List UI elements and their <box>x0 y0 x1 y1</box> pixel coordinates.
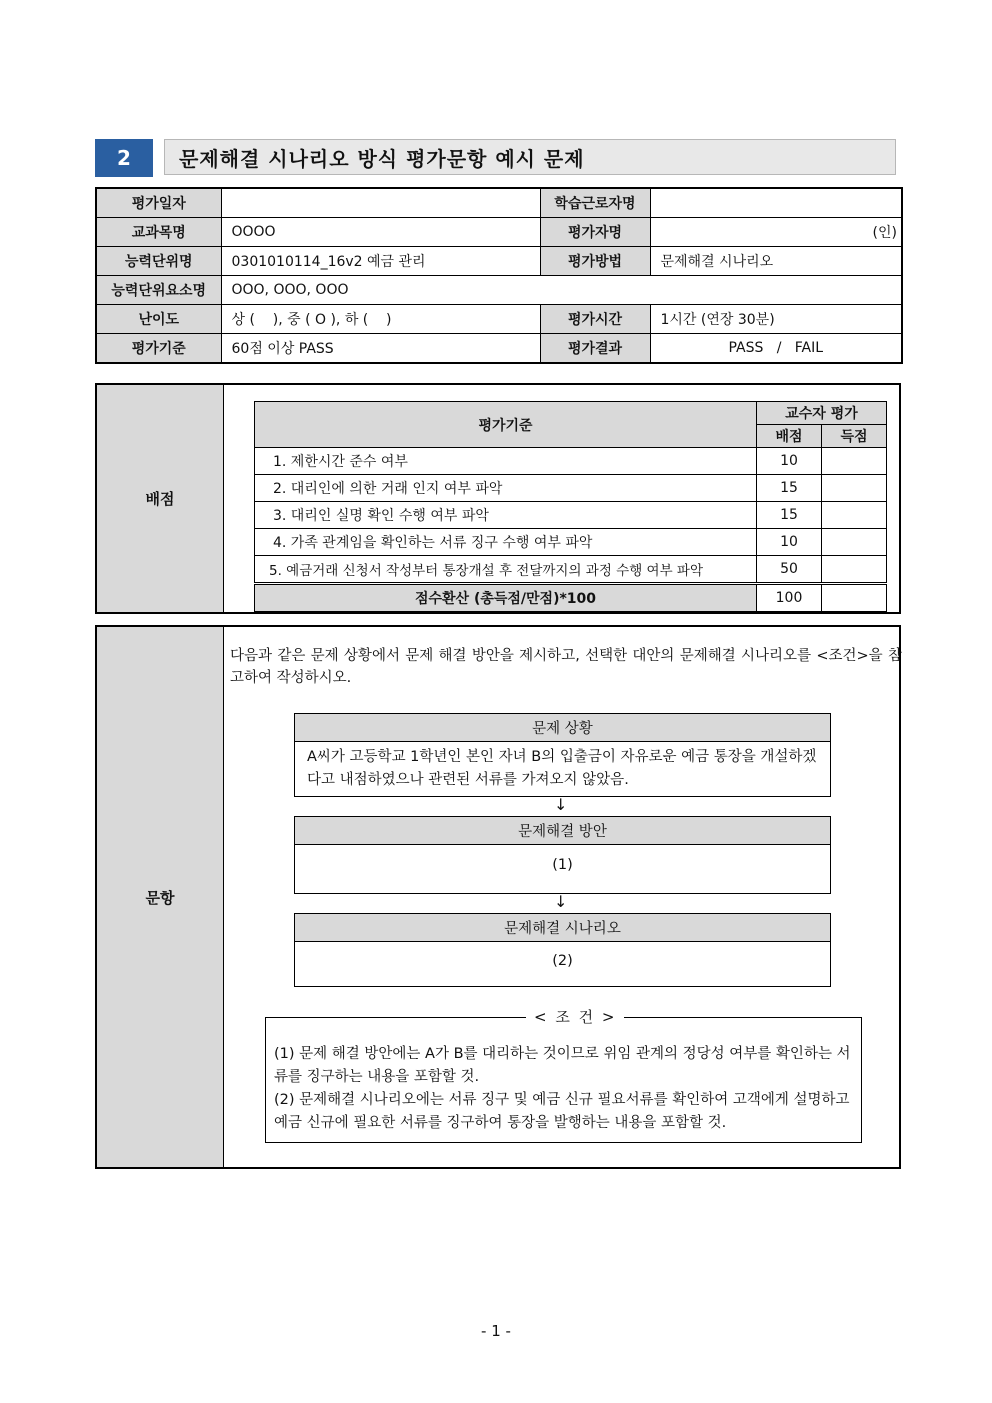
time-value: 1시간 (연장 30분) <box>650 305 902 334</box>
question-section <box>95 625 901 1169</box>
method-value: 문제해결 시나리오 <box>650 247 902 276</box>
criterion-points: 15 <box>757 475 822 502</box>
criterion-earned <box>822 475 887 502</box>
info-table <box>95 187 903 364</box>
course-label: 교과목명 <box>96 218 221 247</box>
criterion-earned <box>822 448 887 475</box>
criterion-earned <box>822 556 887 584</box>
scoring-section-label: 배점 <box>97 385 224 612</box>
total-earned <box>822 584 887 612</box>
criterion-points: 10 <box>757 448 822 475</box>
course-value: OOOO <box>221 218 540 247</box>
question-intro: 다음과 같은 문제 상황에서 문제 해결 방안을 제시하고, 선택한 대안의 문제해결 시나리오를 <조건>을 참고하여 작성하시오. <box>230 648 902 686</box>
table-row <box>255 502 887 529</box>
result-label: 평가결과 <box>540 334 650 364</box>
criterion-text: 2. 대리인에 의한 거래 인지 여부 파악 <box>255 475 757 502</box>
conditions-title: < 조 건 > <box>526 1006 624 1027</box>
total-label: 점수환산 (총득점/만점)*100 <box>255 584 757 612</box>
method-label: 평가방법 <box>540 247 650 276</box>
unit-value: 0301010114_16v2 예금 관리 <box>221 247 540 276</box>
criteria-value: 60점 이상 PASS <box>221 334 540 364</box>
difficulty-value: 상 ( ), 중 ( O ), 하 ( ) <box>221 305 540 334</box>
eval-date-label: 평가일자 <box>96 188 221 218</box>
criterion-earned <box>822 529 887 556</box>
element-label: 능력단위요소명 <box>96 276 221 305</box>
situation-text: A씨가 고등학교 1학년인 본인 자녀 B의 입출금이 자유로운 예금 통장을 개설하겠다고 내점하였으나 관련된 서류를 가져오지 않았음. <box>307 749 817 788</box>
solution-box <box>294 816 831 894</box>
eval-date-value <box>221 188 540 218</box>
scenario-text: (2) <box>552 953 573 969</box>
question-section-label: 문항 <box>97 627 224 1167</box>
conditions-box <box>265 1008 862 1143</box>
situation-title: 문제 상황 <box>295 714 830 742</box>
table-row <box>255 475 887 502</box>
criteria-label: 평가기준 <box>96 334 221 364</box>
time-label: 평가시간 <box>540 305 650 334</box>
criterion-points: 15 <box>757 502 822 529</box>
unit-label: 능력단위명 <box>96 247 221 276</box>
condition-number: (1) <box>274 1046 295 1062</box>
table-row <box>255 529 887 556</box>
evaluator-value: (인) <box>650 218 902 247</box>
condition-text: 문제 해결 방안에는 A가 B를 대리하는 것이므로 위임 관계의 정당성 여부를 확인하는 서류를 징구하는 내용을 포함할 것. <box>274 1046 851 1085</box>
criterion-text: 3. 대리인 실명 확인 수행 여부 파악 <box>255 502 757 529</box>
difficulty-label: 난이도 <box>96 305 221 334</box>
scenario-title: 문제해결 시나리오 <box>295 914 830 942</box>
table-row <box>255 556 887 584</box>
element-value: OOO, OOO, OOO <box>221 276 902 305</box>
earned-header: 득점 <box>822 425 887 448</box>
table-row <box>255 448 887 475</box>
learner-label: 학습근로자명 <box>540 188 650 218</box>
situation-box <box>294 713 831 797</box>
evaluator-label: 평가자명 <box>540 218 650 247</box>
criterion-text: 4. 가족 관계임을 확인하는 서류 징구 수행 여부 파악 <box>255 529 757 556</box>
criterion-points: 50 <box>757 556 822 584</box>
condition-item <box>274 1043 856 1089</box>
scoring-section <box>95 383 901 614</box>
page-title: 문제해결 시나리오 방식 평가문항 예시 문제 <box>164 139 896 175</box>
professor-header: 교수자 평가 <box>757 402 887 425</box>
criterion-text: 1. 제한시간 준수 여부 <box>255 448 757 475</box>
condition-number: (2) <box>274 1092 295 1108</box>
solution-title: 문제해결 방안 <box>295 817 830 845</box>
condition-item <box>274 1089 856 1135</box>
criteria-header: 평가기준 <box>255 402 757 448</box>
section-number: 2 <box>95 139 153 177</box>
criterion-points: 10 <box>757 529 822 556</box>
points-header: 배점 <box>757 425 822 448</box>
condition-text: 문제해결 시나리오에는 서류 징구 및 예금 신규 필요서류를 확인하여 고객에게 설명하고 예금 신규에 필요한 서류를 징구하여 통장을 발행하는 내용을 포함할 것. <box>274 1092 850 1131</box>
criterion-text: 5. 예금거래 신청서 작성부터 통장개설 후 전달까지의 과정 수행 여부 파악 <box>255 556 757 584</box>
total-points: 100 <box>757 584 822 612</box>
scoring-table <box>254 401 887 612</box>
arrow-down-icon: ↓ <box>554 795 568 814</box>
page-number: - 1 - <box>481 1322 511 1340</box>
criterion-earned <box>822 502 887 529</box>
result-value: PASS / FAIL <box>650 334 902 364</box>
solution-text: (1) <box>552 857 573 873</box>
arrow-down-icon: ↓ <box>554 892 568 911</box>
total-row <box>255 584 887 612</box>
learner-value <box>650 188 902 218</box>
scenario-box <box>294 913 831 987</box>
